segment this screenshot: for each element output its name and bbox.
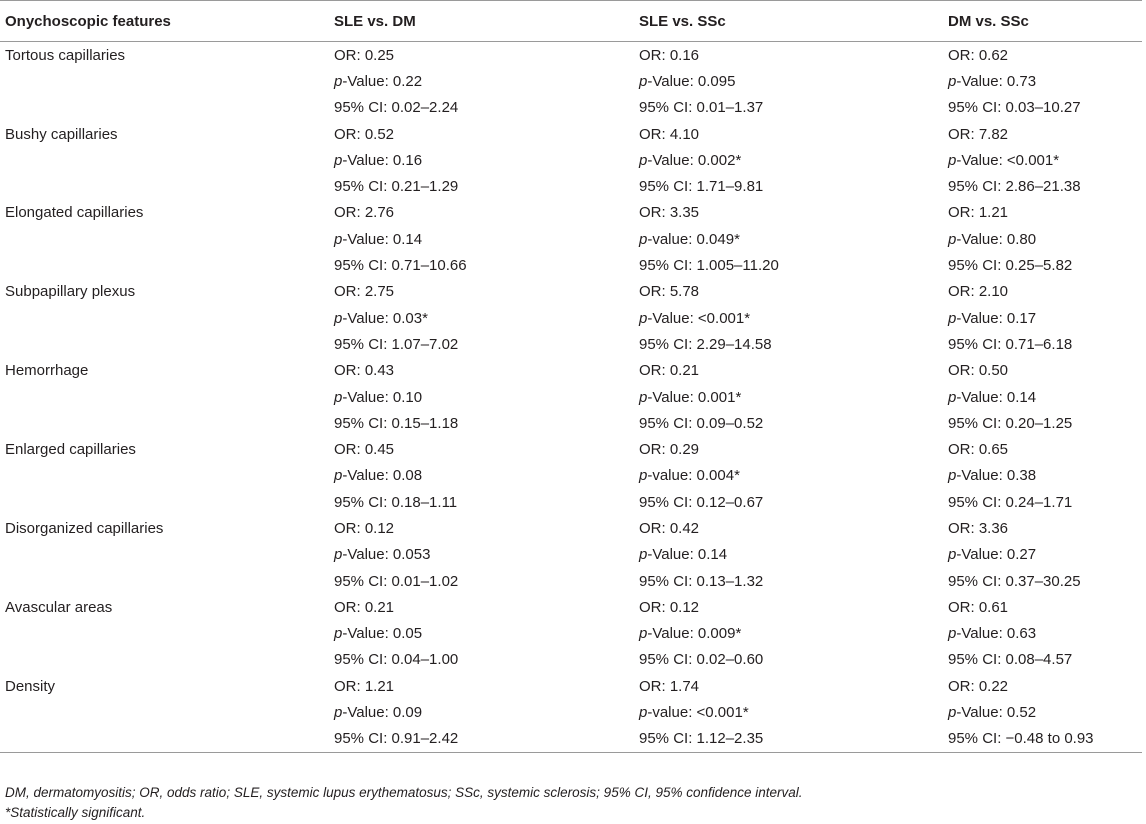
footnote-abbreviations: DM, dermatomyositis; OR, odds ratio; SLE, systemic lupus erythematosus; SSc, systemic sclerosis; 95% CI, 95% confidence interval. <box>5 785 803 800</box>
p-value-cell <box>634 699 943 725</box>
table-row <box>0 384 1142 410</box>
feature-cell-empty <box>0 463 329 489</box>
p-value-text: -Value: 0.08 <box>342 467 423 485</box>
table-row <box>0 699 1142 725</box>
confidence-interval-cell: 95% CI: 0.01–1.37 <box>639 99 764 117</box>
confidence-interval-cell: 95% CI: 0.12–0.67 <box>639 493 764 511</box>
table-row <box>0 252 1142 278</box>
table-row <box>0 147 1142 173</box>
p-value-text: -Value: 0.001* <box>647 388 742 406</box>
table-row <box>0 226 1142 252</box>
p-value-symbol: p <box>639 230 648 248</box>
feature-cell-empty <box>0 726 329 753</box>
feature-cell-empty <box>0 647 329 673</box>
p-value-text: -Value: 0.27 <box>956 546 1037 564</box>
confidence-interval-cell: 95% CI: 2.86–21.38 <box>948 178 1081 196</box>
p-value-cell <box>329 621 634 647</box>
p-value-symbol: p <box>639 151 648 169</box>
p-value-cell <box>943 68 1142 94</box>
feature-cell-empty <box>0 173 329 199</box>
p-value-symbol: p <box>334 625 343 643</box>
table-row <box>0 621 1142 647</box>
p-value-cell <box>943 542 1142 568</box>
p-value-text: -Value: 0.22 <box>342 72 423 90</box>
odds-ratio-cell: OR: 0.22 <box>948 677 1009 695</box>
confidence-interval-cell: 95% CI: 1.12–2.35 <box>634 726 943 753</box>
odds-ratio-cell: OR: 1.21 <box>948 204 1009 222</box>
p-value-symbol: p <box>948 230 957 248</box>
p-value-cell <box>634 305 943 331</box>
p-value-cell <box>634 463 943 489</box>
p-value-symbol: p <box>334 704 343 722</box>
table-row <box>0 173 1142 199</box>
table-row <box>0 594 1142 620</box>
p-value-symbol: p <box>948 546 957 564</box>
header-dm-vs-ssc: DM vs. SSc <box>943 1 1142 42</box>
confidence-interval-cell: 95% CI: 0.91–2.42 <box>329 726 634 753</box>
confidence-interval-cell: 95% CI: 2.29–14.58 <box>639 335 772 353</box>
p-value-cell <box>634 226 943 252</box>
p-value-symbol: p <box>334 72 343 90</box>
table-header <box>0 1 1142 42</box>
p-value-symbol: p <box>948 625 957 643</box>
p-value-symbol: p <box>948 704 957 722</box>
odds-ratio-cell: OR: 0.50 <box>948 362 1009 380</box>
p-value-cell <box>943 699 1142 725</box>
p-value-cell <box>943 147 1142 173</box>
confidence-interval-cell: 95% CI: 0.01–1.02 <box>334 572 459 590</box>
p-value-cell <box>943 621 1142 647</box>
odds-ratio-cell: OR: 4.10 <box>639 125 700 143</box>
feature-label: Hemorrhage <box>5 362 89 380</box>
confidence-interval-cell: 95% CI: 0.15–1.18 <box>334 414 459 432</box>
feature-label: Elongated capillaries <box>5 204 144 222</box>
p-value-symbol: p <box>948 388 957 406</box>
p-value-text: -value: <0.001* <box>647 704 749 722</box>
odds-ratio-cell: OR: 1.74 <box>639 677 700 695</box>
table-row <box>0 410 1142 436</box>
header-sle-vs-ssc: SLE vs. SSc <box>634 1 943 42</box>
confidence-interval-cell: 95% CI: 0.03–10.27 <box>948 99 1081 117</box>
confidence-interval-cell: 95% CI: 0.21–1.29 <box>334 178 459 196</box>
table-row <box>0 515 1142 541</box>
odds-ratio-cell: OR: 0.43 <box>334 362 395 380</box>
p-value-text: -value: 0.004* <box>647 467 740 485</box>
p-value-symbol: p <box>334 546 343 564</box>
table-row <box>0 489 1142 515</box>
odds-ratio-cell: OR: 3.35 <box>639 204 700 222</box>
confidence-interval-cell: 95% CI: 0.37–30.25 <box>948 572 1081 590</box>
odds-ratio-cell: OR: 1.21 <box>334 677 395 695</box>
p-value-cell <box>634 147 943 173</box>
p-value-text: -Value: 0.002* <box>647 151 742 169</box>
p-value-cell <box>634 384 943 410</box>
table-row <box>0 436 1142 462</box>
feature-cell-empty <box>0 305 329 331</box>
table-row <box>0 200 1142 226</box>
odds-ratio-cell: OR: 0.16 <box>639 46 700 64</box>
feature-label: Density <box>5 677 56 695</box>
p-value-symbol: p <box>948 309 957 327</box>
p-value-text: -Value: 0.09 <box>342 704 423 722</box>
p-value-cell <box>329 147 634 173</box>
confidence-interval-cell: 95% CI: 0.18–1.11 <box>334 493 458 511</box>
odds-ratio-cell: OR: 0.62 <box>948 46 1009 64</box>
p-value-text: -Value: 0.009* <box>647 625 742 643</box>
p-value-text: -Value: 0.38 <box>956 467 1037 485</box>
confidence-interval-cell: 95% CI: 0.08–4.57 <box>948 651 1073 669</box>
odds-ratio-cell: OR: 3.36 <box>948 519 1009 537</box>
table-row <box>0 42 1142 69</box>
odds-ratio-cell: OR: 0.45 <box>334 441 395 459</box>
feature-cell-empty <box>0 95 329 121</box>
p-value-cell <box>634 621 943 647</box>
odds-ratio-cell: OR: 2.10 <box>948 283 1009 301</box>
header-row <box>0 1 1142 42</box>
feature-label: Enlarged capillaries <box>5 441 136 459</box>
p-value-text: -Value: 0.05 <box>342 625 423 643</box>
table-row <box>0 358 1142 384</box>
odds-ratio-cell: OR: 0.12 <box>334 519 395 537</box>
table-row <box>0 647 1142 673</box>
p-value-text: -Value: 0.14 <box>342 230 423 248</box>
p-value-symbol: p <box>948 151 957 169</box>
feature-cell-empty <box>0 568 329 594</box>
confidence-interval-cell: 95% CI: −0.48 to 0.93 <box>943 726 1142 753</box>
p-value-symbol: p <box>639 546 648 564</box>
table-row <box>0 673 1142 699</box>
table-body <box>0 42 1142 753</box>
feature-cell-empty <box>0 226 329 252</box>
p-value-symbol: p <box>334 467 343 485</box>
p-value-symbol: p <box>334 309 343 327</box>
odds-ratio-cell: OR: 2.76 <box>334 204 395 222</box>
feature-cell-empty <box>0 410 329 436</box>
p-value-cell <box>634 542 943 568</box>
feature-label: Disorganized capillaries <box>5 519 164 537</box>
odds-ratio-cell: OR: 0.61 <box>948 598 1009 616</box>
confidence-interval-cell: 95% CI: 0.02–0.60 <box>639 651 764 669</box>
p-value-text: -Value: <0.001* <box>647 309 751 327</box>
p-value-text: -Value: 0.14 <box>956 388 1037 406</box>
p-value-symbol: p <box>334 388 343 406</box>
feature-label: Subpapillary plexus <box>5 283 136 301</box>
feature-cell-empty <box>0 489 329 515</box>
p-value-symbol: p <box>948 467 957 485</box>
p-value-text: -Value: 0.053 <box>342 546 431 564</box>
p-value-cell <box>943 463 1142 489</box>
feature-cell-empty <box>0 252 329 278</box>
confidence-interval-cell: 95% CI: 0.13–1.32 <box>639 572 764 590</box>
table-footnotes <box>5 783 803 823</box>
p-value-text: -Value: 0.03* <box>342 309 428 327</box>
table-row <box>0 463 1142 489</box>
odds-ratio-cell: OR: 2.75 <box>334 283 395 301</box>
p-value-cell <box>329 463 634 489</box>
odds-ratio-cell: OR: 5.78 <box>639 283 700 301</box>
confidence-interval-cell: 95% CI: 1.07–7.02 <box>334 335 459 353</box>
p-value-cell <box>329 699 634 725</box>
feature-label: Bushy capillaries <box>5 125 118 143</box>
p-value-cell <box>943 384 1142 410</box>
p-value-symbol: p <box>639 704 648 722</box>
confidence-interval-cell: 95% CI: 0.04–1.00 <box>334 651 459 669</box>
p-value-symbol: p <box>334 230 343 248</box>
odds-ratio-cell: OR: 0.21 <box>639 362 700 380</box>
p-value-cell <box>329 68 634 94</box>
p-value-cell <box>329 542 634 568</box>
feature-cell-empty <box>0 621 329 647</box>
p-value-text: -Value: 0.10 <box>342 388 423 406</box>
p-value-symbol: p <box>639 467 648 485</box>
odds-ratio-cell: OR: 0.65 <box>948 441 1009 459</box>
odds-ratio-cell: OR: 0.21 <box>334 598 395 616</box>
table-row <box>0 305 1142 331</box>
p-value-text: -Value: 0.17 <box>956 309 1037 327</box>
table-row <box>0 568 1142 594</box>
p-value-symbol: p <box>639 388 648 406</box>
feature-cell-empty <box>0 699 329 725</box>
confidence-interval-cell: 95% CI: 0.09–0.52 <box>639 414 764 432</box>
p-value-cell <box>329 384 634 410</box>
p-value-cell <box>329 226 634 252</box>
table-row <box>0 95 1142 121</box>
confidence-interval-cell: 95% CI: 0.71–10.66 <box>334 257 467 275</box>
confidence-interval-cell: 95% CI: 1.71–9.81 <box>639 178 764 196</box>
p-value-text: -Value: 0.63 <box>956 625 1037 643</box>
p-value-cell <box>943 305 1142 331</box>
p-value-text: -Value: 0.52 <box>956 704 1037 722</box>
feature-cell-empty <box>0 147 329 173</box>
table-row <box>0 68 1142 94</box>
odds-ratio-cell: OR: 7.82 <box>948 125 1009 143</box>
feature-cell-empty <box>0 331 329 357</box>
p-value-text: -Value: 0.14 <box>647 546 728 564</box>
p-value-text: -value: 0.049* <box>647 230 740 248</box>
p-value-symbol: p <box>639 625 648 643</box>
p-value-text: -Value: <0.001* <box>956 151 1060 169</box>
p-value-text: -Value: 0.73 <box>956 72 1037 90</box>
p-value-cell <box>943 226 1142 252</box>
table-row <box>0 331 1142 357</box>
header-sle-vs-dm: SLE vs. DM <box>329 1 634 42</box>
odds-ratio-cell: OR: 0.25 <box>334 46 395 64</box>
confidence-interval-cell: 95% CI: 0.25–5.82 <box>948 257 1073 275</box>
header-onychoscopic-features: Onychoscopic features <box>0 1 329 42</box>
confidence-interval-cell: 95% CI: 1.005–11.20 <box>639 257 779 275</box>
table-row <box>0 542 1142 568</box>
confidence-interval-cell: 95% CI: 0.71–6.18 <box>948 335 1073 353</box>
p-value-symbol: p <box>334 151 343 169</box>
p-value-text: -Value: 0.16 <box>342 151 423 169</box>
p-value-symbol: p <box>639 72 648 90</box>
odds-ratio-cell: OR: 0.12 <box>639 598 700 616</box>
odds-ratio-cell: OR: 0.52 <box>334 125 395 143</box>
feature-label: Avascular areas <box>5 598 113 616</box>
feature-label: Tortous capillaries <box>5 46 126 64</box>
p-value-symbol: p <box>639 309 648 327</box>
odds-ratio-cell: OR: 0.42 <box>639 519 700 537</box>
confidence-interval-cell: 95% CI: 0.20–1.25 <box>948 414 1073 432</box>
p-value-text: -Value: 0.095 <box>647 72 736 90</box>
p-value-cell <box>634 68 943 94</box>
footnote-significance: *Statistically significant. <box>5 805 146 820</box>
confidence-interval-cell: 95% CI: 0.24–1.71 <box>948 493 1073 511</box>
table-row <box>0 121 1142 147</box>
feature-cell-empty <box>0 384 329 410</box>
p-value-cell <box>329 305 634 331</box>
confidence-interval-cell: 95% CI: 0.02–2.24 <box>334 99 459 117</box>
feature-cell-empty <box>0 68 329 94</box>
table-row <box>0 726 1142 753</box>
odds-ratio-cell: OR: 0.29 <box>639 441 700 459</box>
feature-cell-empty <box>0 542 329 568</box>
p-value-symbol: p <box>948 72 957 90</box>
table-row <box>0 279 1142 305</box>
p-value-text: -Value: 0.80 <box>956 230 1037 248</box>
